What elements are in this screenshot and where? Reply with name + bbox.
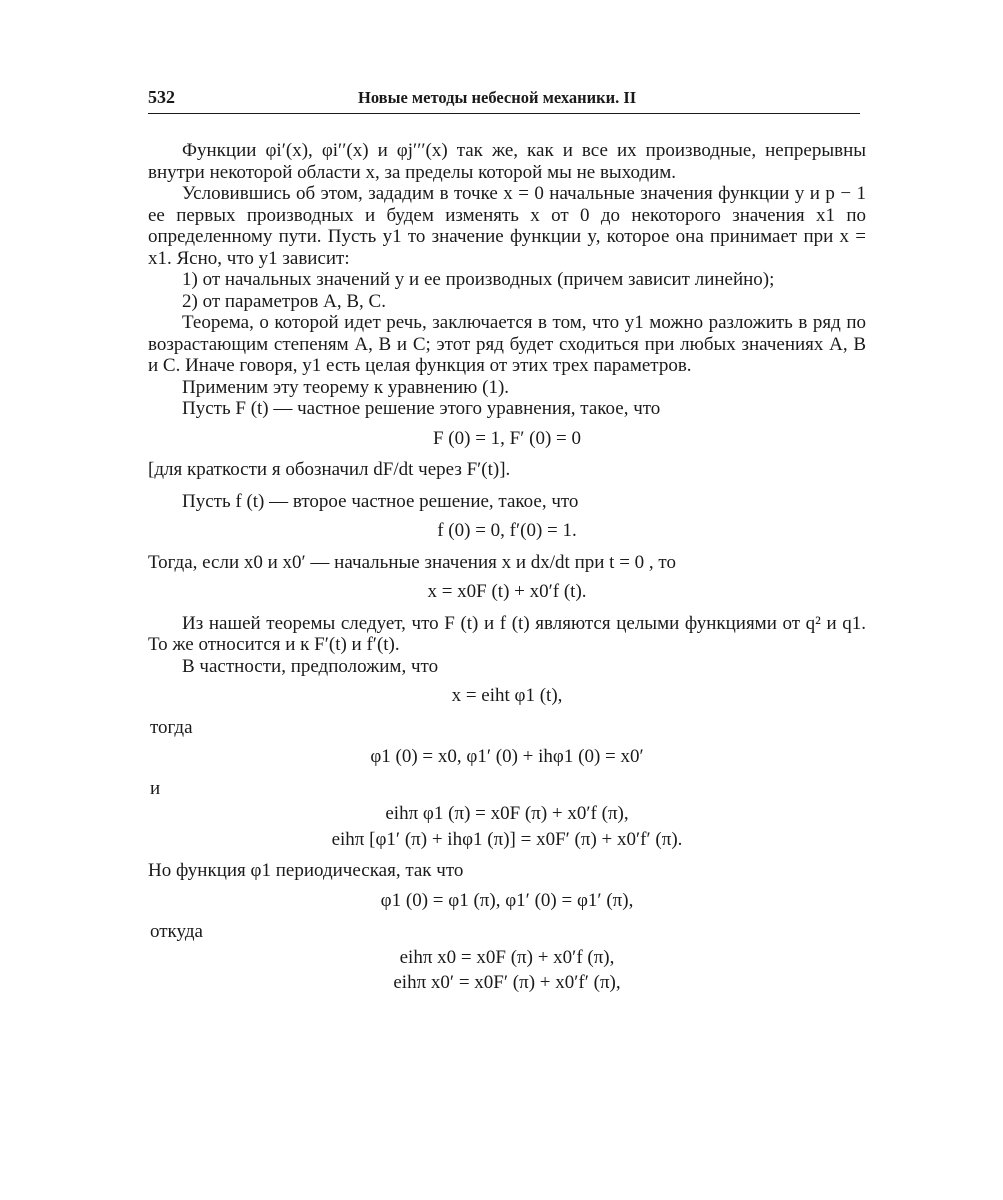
paragraph-apply: Применим эту теорему к уравнению (1). [182, 376, 510, 398]
paragraph-solution-F: Пусть F (t) — частное решение этого уравнения, такое, что [182, 398, 661, 419]
equation-2: f (0) = 0, f′(0) = 1. [437, 520, 577, 541]
equation-9: eihπ x0 = x0F (π) + x0′f (π), [399, 946, 615, 968]
word-and: и [150, 777, 161, 799]
equation-8: φ1 (0) = φ1 (π), φ1′ (0) = φ1′ (π), [380, 889, 634, 911]
paragraph-suppose: В частности, предположим, что [182, 655, 439, 677]
list-item-1: 1) от начальных значений y и ее производных (причем зависит линейно); [182, 269, 775, 290]
page-number: 532 [148, 87, 175, 107]
equation-7: eihπ [φ1′ (π) + ihφ1 (π)] = x0F′ (π) + x0′f′ (π). [331, 828, 683, 850]
paragraph-initial-values: Условившись об этом, зададим в точке x = 0 начальные значения функции y и p − 1 ее первых производных и будем изменять x от 0 до некоторого значения x1 по определенному пути. Пусть y1 то значение функции y, которое она принимает при x = x1. Ясно, что y1 зависит: [148, 183, 866, 269]
equation-4: x = eiht φ1 (t), [451, 685, 563, 706]
paragraph-periodic: Но функция φ1 периодическая, так что [148, 860, 464, 881]
paragraph-theorem: Теорема, о которой идет речь, заключается в том, что y1 можно разложить в ряд по возрастающим степеням A, B и C; этот ряд будет сходиться при любых значениях A, B и C. Иначе говоря, y1 есть целая функция от этих трех параметров. [148, 312, 866, 376]
equation-6: eihπ φ1 (π) = x0F (π) + x0′f (π), [385, 803, 629, 824]
paragraph-entire-functions: Из нашей теоремы следует, что F (t) и f (t) являются целыми функциями от q² и q1. То же относится и к F′(t) и f′(t). [148, 612, 866, 655]
paragraph-notation: [для краткости я обозначил dF/dt через F′(t)]. [148, 459, 511, 480]
page-body [148, 140, 866, 998]
equation-1: F (0) = 1, F′ (0) = 0 [432, 427, 582, 449]
paragraph-solution-f: Пусть f (t) — второе частное решение, такое, что [182, 490, 579, 512]
running-header [148, 87, 860, 114]
word-whence: откуда [150, 921, 203, 942]
list-item-2: 2) от параметров A, B, C. [182, 290, 386, 312]
equation-3: x = x0F (t) + x0′f (t). [427, 581, 587, 602]
running-title: Новые методы небесной механики. II [358, 88, 637, 107]
paragraph-functions: Функции φi′(x), φi′′(x) и φj′′′(x) так же, как и все их производные, непрерывны внутри некоторой области x, за пределы которой мы не выходим. [148, 140, 866, 183]
equation-5: φ1 (0) = x0, φ1′ (0) + ihφ1 (0) = x0′ [370, 746, 644, 767]
paragraph-then: Тогда, если x0 и x0′ — начальные значения x и dx/dt при t = 0 , то [148, 551, 676, 573]
word-then: тогда [150, 716, 193, 738]
equation-10: eihπ x0′ = x0F′ (π) + x0′f′ (π), [393, 972, 621, 993]
